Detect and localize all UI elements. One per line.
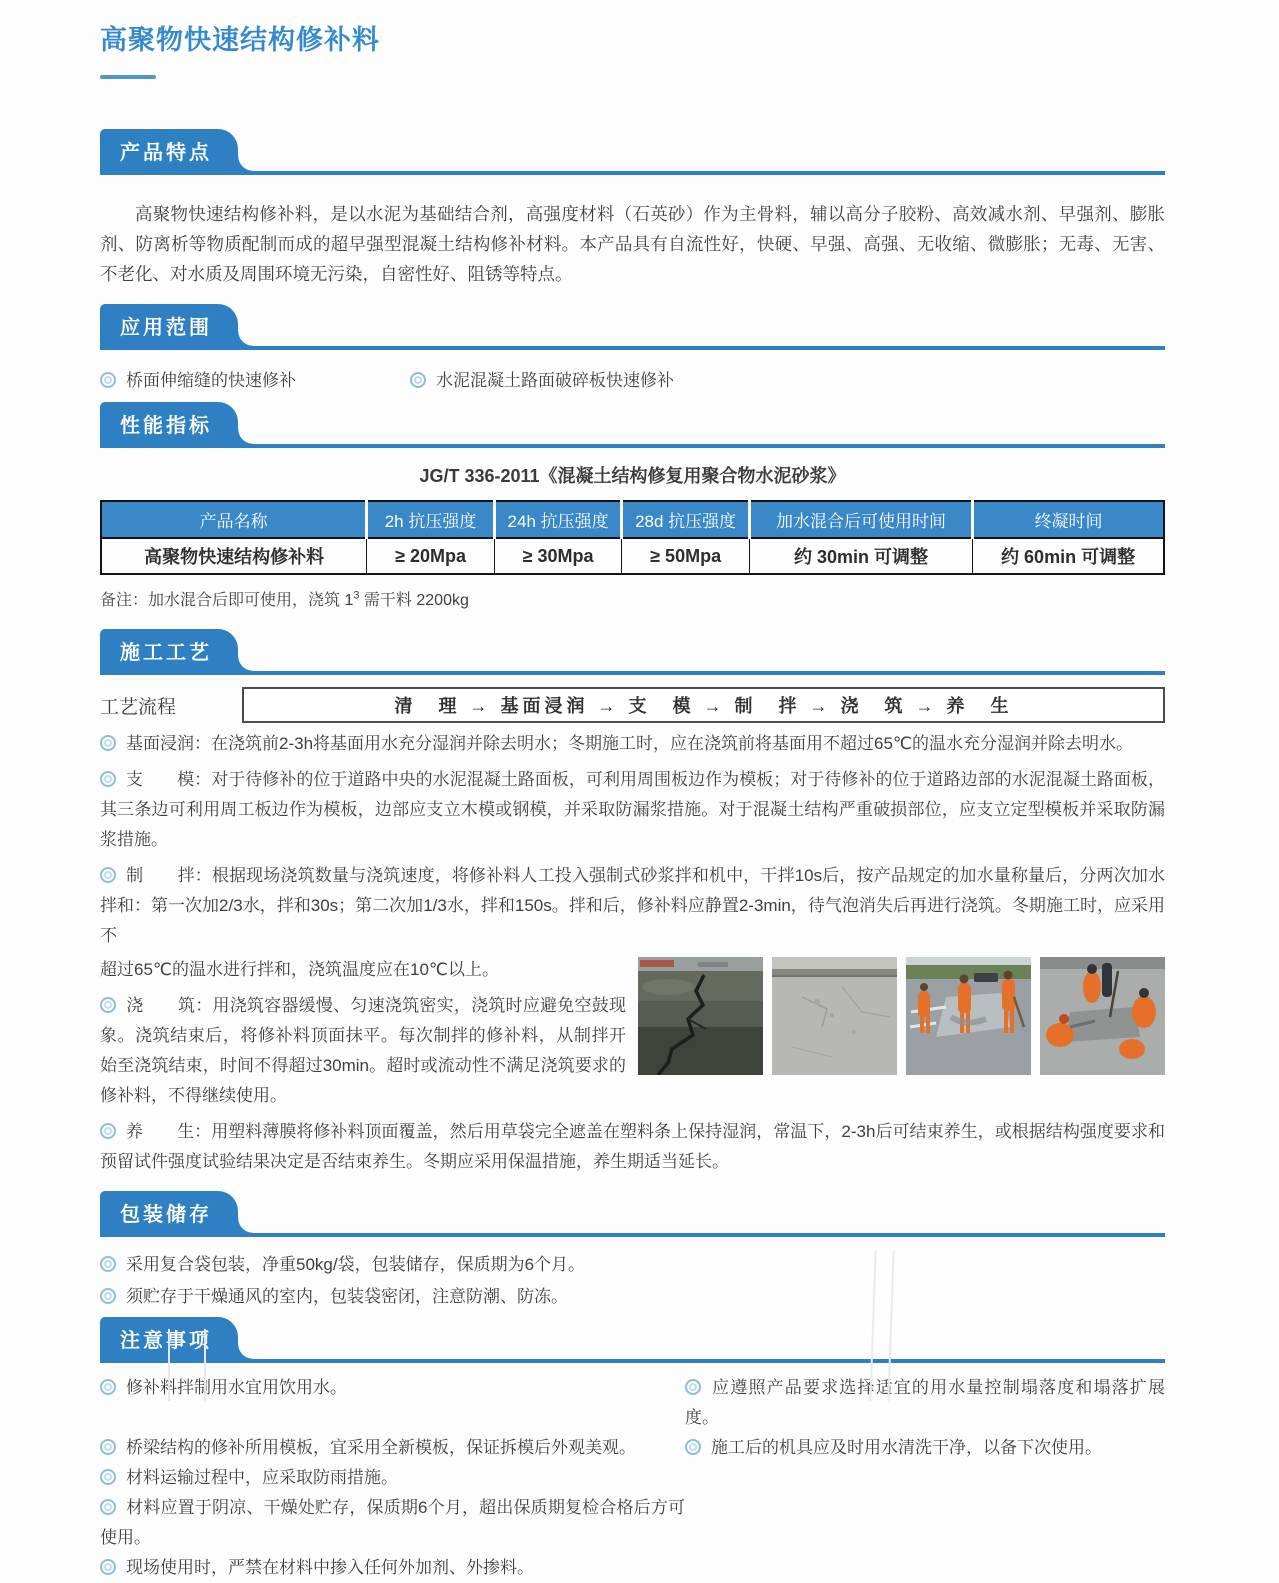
ring-bullet-icon (410, 372, 426, 388)
table-header-row (101, 501, 1164, 538)
section-notices-header (100, 1319, 1165, 1363)
process-step-curing (100, 1117, 1165, 1177)
applications-list (100, 366, 1165, 396)
notice-text: 桥梁结构的修补所用模板，宜采用全新模板，保证拆模后外观美观。 (126, 1438, 636, 1457)
column-header: 终凝时间 (973, 501, 1164, 538)
table-cell: 约 30min 可调整 (749, 538, 972, 574)
section-applications-tab: 应用范围 (100, 304, 238, 346)
section-features-tab: 产品特点 (100, 129, 238, 171)
ring-bullet-icon (100, 372, 116, 388)
ring-bullet-icon (100, 1123, 116, 1139)
site-photos (638, 957, 1165, 1075)
section-applications-header (100, 306, 1165, 350)
storage-item (100, 1281, 1165, 1313)
photo-repair-crew (906, 957, 1031, 1075)
ring-bullet-icon (100, 867, 116, 883)
flow-label: 工艺流程 (100, 696, 177, 718)
ring-bullet-icon (685, 1439, 701, 1455)
notice-text: 施工后的机具应及时用水清洗干净，以备下次使用。 (711, 1438, 1102, 1457)
step-text: 基面浸润：在浇筑前2-3h将基面用水充分湿润并除去明水；冬期施工时，应在浇筑前将基面用不超过65℃的温水充分湿润并除去明水。 (126, 734, 1134, 753)
note-text: 备注：加水混合后即可使用，浇筑 1 (100, 592, 354, 609)
table-cell: ≥ 50Mpa (622, 538, 750, 574)
section-process-tab: 施工工艺 (100, 629, 238, 671)
title-underline (100, 75, 156, 79)
ring-bullet-icon (100, 1288, 116, 1304)
section-process-header (100, 631, 1165, 675)
cracked-pavement-image (638, 957, 763, 1075)
ring-bullet-icon (100, 735, 116, 751)
notice-item (100, 1493, 685, 1553)
photo-workers-mortar (1040, 957, 1165, 1075)
column-header: 24h 抗压强度 (494, 501, 622, 538)
notice-item (100, 1433, 685, 1463)
process-step-formwork (100, 765, 1165, 855)
ring-bullet-icon (100, 771, 116, 787)
standard-reference: JG/T 336-2011《混凝土结构修复用聚合物水泥砂浆》 (419, 466, 846, 486)
ring-bullet-icon (100, 1379, 116, 1395)
application-item-label: 水泥混凝土路面破碎板快速修补 (436, 371, 674, 390)
table-cell: ≥ 20Mpa (367, 538, 495, 574)
page-title: 高聚物快速结构修补料 (100, 25, 380, 55)
column-header: 产品名称 (101, 501, 367, 538)
ring-bullet-icon (100, 1499, 116, 1515)
faint-watermark-sketch (168, 1329, 206, 1401)
section-storage-header (100, 1193, 1165, 1237)
step-text: 浇 筑：用浇筑容器缓慢、匀速浇筑密实，浇筑时应避免空鼓现象。浇筑结束后，将修补料顶面抹平。每次制拌的修补料，从制拌开始至浇筑结束，时间不得超过30min。超时或流动性不满足浇筑要求的修补料，不得继续使用。 (100, 996, 626, 1105)
column-header: 加水混合后可使用时间 (749, 501, 972, 538)
section-performance-tab: 性能指标 (100, 402, 238, 444)
note-text: 需干料 2200kg (359, 592, 469, 609)
column-header: 28d 抗压强度 (622, 501, 750, 538)
ring-bullet-icon (100, 1439, 116, 1455)
process-step-mixing-continued: 超过65℃的温水进行拌和，浇筑温度应在10℃以上。 (100, 960, 500, 979)
photo-cracked-pavement (638, 957, 763, 1075)
table-cell: ≥ 30Mpa (494, 538, 622, 574)
table-row (101, 538, 1164, 574)
performance-table (100, 500, 1165, 575)
notice-text: 现场使用时，严禁在材料中掺入任何外加剂、外掺料。 (126, 1558, 534, 1577)
pouring-block (100, 955, 1165, 1111)
application-item (100, 366, 410, 396)
product-datasheet (100, 0, 1165, 1583)
section-features-header (100, 131, 1165, 175)
application-item (410, 366, 720, 396)
notice-text: 材料应置于阴凉、干燥处贮存，保质期6个月，超出保质期复检合格后方可使用。 (100, 1498, 685, 1547)
application-item-label: 桥面伸缩缝的快速修补 (126, 371, 296, 390)
workers-mortar-image (1040, 957, 1165, 1075)
flow-diagram: 清 理 → 基面浸润 → 支 模 → 制 拌 → 浇 筑 → 养 生 (242, 687, 1165, 723)
column-header: 2h 抗压强度 (367, 501, 495, 538)
ring-bullet-icon (100, 1256, 116, 1272)
step-text: 养 生：用塑料薄膜将修补料顶面覆盖，然后用草袋完全遮盖在塑料条上保持湿润，常温下，2-3h后可结束养生，或根据结构强度要求和预留试件强度试验结果决定是否结束养生。冬期应采用保温措施，养生期适当延长。 (100, 1122, 1165, 1171)
ring-bullet-icon (685, 1379, 701, 1395)
ring-bullet-icon (100, 997, 116, 1013)
process-flow-row (100, 687, 1165, 723)
table-cell: 高聚物快速结构修补料 (101, 538, 367, 574)
note-superscript: 3 (353, 589, 360, 602)
notice-item (100, 1553, 685, 1583)
table-cell: 约 60min 可调整 (973, 538, 1164, 574)
notice-item (685, 1373, 1165, 1433)
section-notices-tab: 注意事项 (100, 1317, 238, 1359)
ring-bullet-icon (100, 1559, 116, 1575)
step-text: 支 模：对于待修补的位于道路中央的水泥混凝土路面板，可利用周围板边作为模板；对于待修补的位于道路边部的水泥混凝土路面板，其三条边可利用周工板边作为模板，边部应支立木模或钢模，并采取防漏浆措施。对于混凝土结构严重破损部位，应支立定型模板并采取防漏浆措施。 (100, 770, 1165, 849)
storage-item-text: 须贮存于干燥通风的室内，包装袋密闭，注意防潮、防冻。 (126, 1287, 568, 1306)
notice-item (685, 1433, 1165, 1463)
notices-list (100, 1373, 1165, 1583)
section-performance-header (100, 404, 1165, 448)
section-storage-tab: 包装储存 (100, 1191, 238, 1233)
photo-spalled-concrete (772, 957, 897, 1075)
notice-text: 材料运输过程中，应采取防雨措施。 (126, 1468, 398, 1487)
notice-item (100, 1463, 685, 1493)
notice-text: 修补料拌制用水宜用饮用水。 (126, 1378, 347, 1397)
ring-bullet-icon (100, 1469, 116, 1485)
storage-item (100, 1249, 1165, 1281)
step-text: 制 拌：根据现场浇筑数量与浇筑速度，将修补料人工投入强制式砂浆拌和机中，干拌10s后，按产品规定的加水量称量后，分两次加水拌和：第一次加2/3水，拌和30s；第二次加1/3水，拌和150s。拌和后，修补料应静置2-3min，待气泡消失后再进行浇筑。冬期施工时，应采用不 (100, 866, 1165, 945)
table-note (100, 587, 1165, 610)
process-step-mixing (100, 861, 1165, 951)
repair-crew-image (906, 957, 1031, 1075)
notice-text: 应遵照产品要求选择适宜的用水量控制塌落度和塌落扩展度。 (685, 1378, 1165, 1427)
process-step-wetting (100, 729, 1165, 759)
storage-item-text: 采用复合袋包装，净重50kg/袋，包装储存，保质期为6个月。 (126, 1255, 586, 1274)
spalled-concrete-image (772, 957, 897, 1075)
features-paragraph: 高聚物快速结构修补料，是以水泥为基础结合剂，高强度材料（石英砂）作为主骨料，辅以高分子胶粉、高效减水剂、早强剂、膨胀剂、防离析等物质配制而成的超早强型混凝土结构修补材料。本产品具有自流性好，快硬、早强、高强、无收缩、微膨胀；无毒、无害、不老化、对水质及周围环境无污染，自密性好、阻锈等特点。 (100, 204, 1165, 284)
